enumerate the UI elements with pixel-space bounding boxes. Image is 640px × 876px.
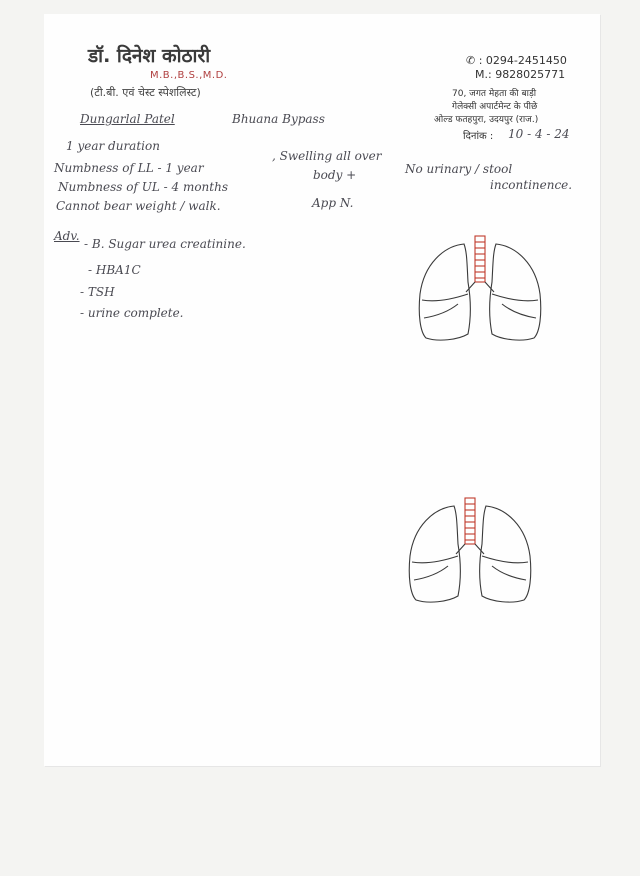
advice-label: Adv. — [54, 229, 80, 243]
mobile-number: M.: 9828025771 — [475, 68, 566, 81]
finding-line: body + — [313, 168, 357, 182]
finding-line: , Swelling all over — [272, 149, 382, 163]
doctor-specialty: (टी.बी. एवं चेस्ट स्पेशलिस्ट) — [90, 86, 201, 99]
advice-item: - TSH — [80, 285, 115, 299]
doctor-name: डॉ. दिनेश कोठारी — [88, 45, 211, 67]
history-line: 1 year duration — [66, 139, 160, 153]
address-line-1: 70, जगत मेहता की बाड़ी — [452, 89, 537, 99]
history-line: Numbness of UL - 4 months — [58, 180, 228, 194]
date-label: दिनांक : — [463, 131, 494, 142]
doctor-degrees: M.B.,B.S.,M.D. — [150, 70, 228, 81]
advice-item: - urine complete. — [80, 306, 184, 320]
advice-item: - B. Sugar urea creatinine. — [84, 237, 246, 251]
finding-line: App N. — [312, 196, 354, 210]
lungs-icon — [414, 234, 546, 344]
incontinence-note: No urinary / stool — [405, 162, 513, 176]
address-line-2: गेलेक्सी अपार्टमेन्ट के पीछे — [452, 102, 538, 112]
address-line-3: ओल्ड फतहपुरा, उदयपुर (राज.) — [434, 115, 539, 125]
lungs-icon — [404, 496, 536, 606]
incontinence-note: incontinence. — [490, 178, 573, 192]
patient-location: Bhuana Bypass — [232, 112, 325, 126]
prescription-date: 10 - 4 - 24 — [508, 127, 570, 141]
phone-number: ✆ : 0294-2451450 — [466, 54, 567, 67]
history-line: Cannot bear weight / walk. — [56, 199, 221, 213]
advice-item: - HBA1C — [88, 263, 141, 277]
patient-name: Dungarlal Patel — [80, 112, 175, 126]
history-line: Numbness of LL - 1 year — [54, 161, 204, 175]
